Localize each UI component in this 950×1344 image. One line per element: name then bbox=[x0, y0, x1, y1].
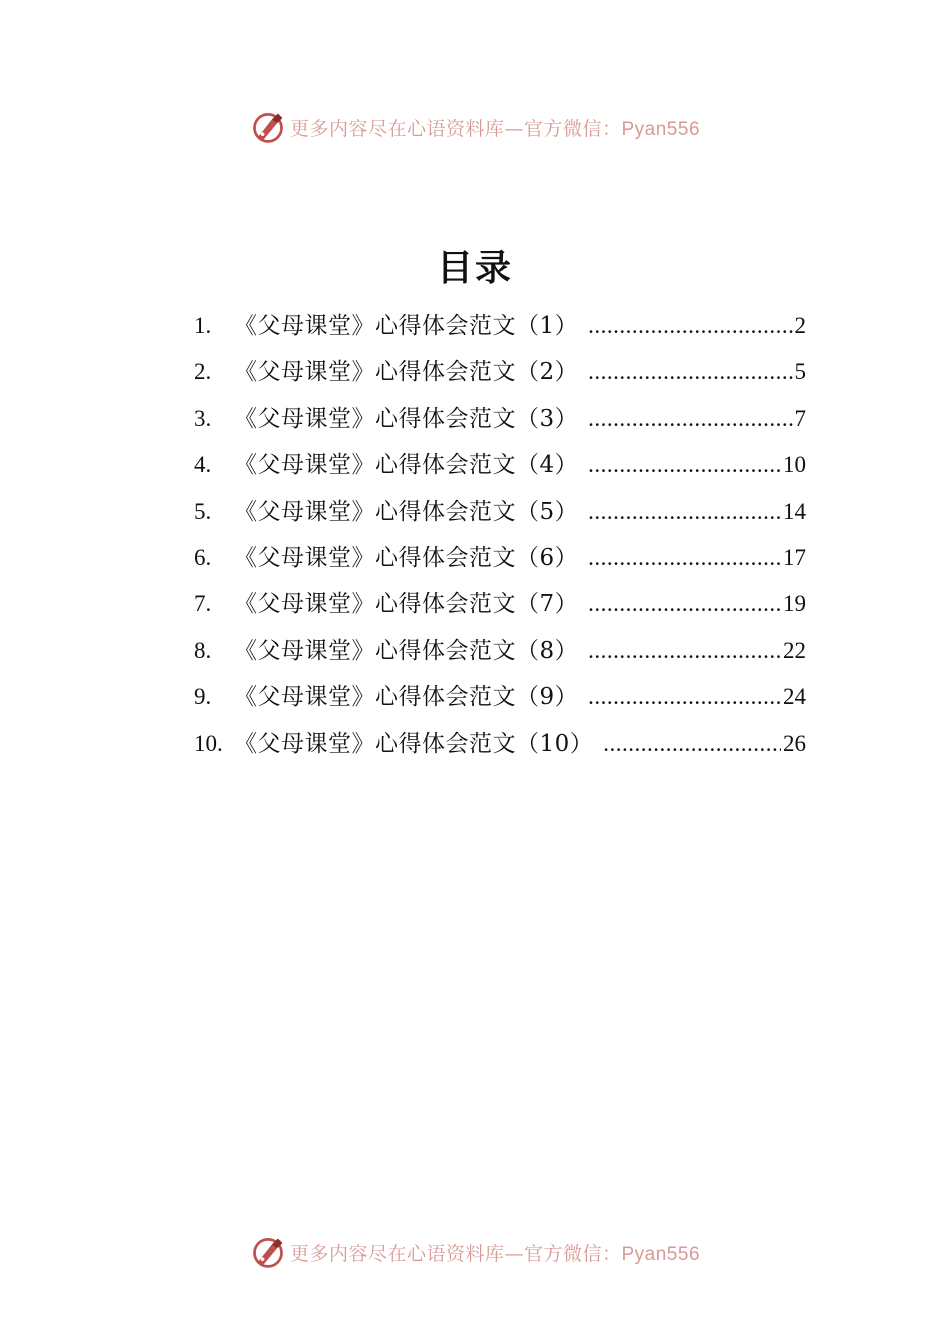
toc-entry-page: 26 bbox=[783, 730, 806, 756]
toc-entry[interactable] bbox=[194, 632, 806, 678]
header-banner bbox=[0, 107, 950, 147]
toc-entry-label: 《父母课堂》心得体会范文（9） bbox=[234, 684, 579, 711]
toc-entry-number: 4. bbox=[194, 452, 212, 478]
toc-entry[interactable] bbox=[194, 446, 806, 492]
toc-entry[interactable] bbox=[194, 678, 806, 724]
toc-entry[interactable] bbox=[194, 725, 806, 771]
toc-entry[interactable] bbox=[194, 539, 806, 585]
toc-entry-number: 3. bbox=[194, 405, 212, 431]
footer-banner-text bbox=[290, 1239, 700, 1266]
toc-entry-page: 7 bbox=[794, 405, 806, 431]
toc-entry-number: 8. bbox=[194, 637, 212, 663]
toc-entry-label: 《父母课堂》心得体会范文（4） bbox=[234, 452, 579, 479]
toc-entry[interactable] bbox=[194, 493, 806, 539]
pen-logo-icon bbox=[250, 1234, 286, 1270]
toc-leader-dots bbox=[588, 307, 792, 345]
toc-entry-label: 《父母课堂》心得体会范文（6） bbox=[234, 544, 579, 571]
toc-entry[interactable] bbox=[194, 353, 806, 399]
toc-entry-page: 19 bbox=[783, 591, 806, 617]
toc-entry-label: 《父母课堂》心得体会范文（7） bbox=[234, 591, 579, 618]
toc-entry-label: 《父母课堂》心得体会范文（5） bbox=[234, 498, 579, 525]
toc-leader-dots bbox=[603, 725, 781, 763]
toc-entry-page: 2 bbox=[794, 313, 806, 338]
toc-list bbox=[194, 307, 806, 771]
toc-entry-number: 2. bbox=[194, 359, 212, 385]
toc-leader-dots bbox=[588, 446, 781, 484]
pen-logo-icon bbox=[250, 109, 286, 145]
header-banner-label: 更多内容尽在心语资料库—官方微信： bbox=[289, 117, 622, 140]
toc-entry-number: 5. bbox=[194, 498, 212, 524]
toc-entry-number: 6. bbox=[194, 544, 212, 570]
toc-leader-dots bbox=[588, 493, 781, 531]
toc-entry-label: 《父母课堂》心得体会范文（10） bbox=[234, 730, 594, 757]
toc-entry-number: 1. bbox=[194, 313, 212, 338]
toc-entry-page: 24 bbox=[783, 684, 806, 710]
toc-entry-label: 《父母课堂》心得体会范文（1） bbox=[234, 313, 579, 339]
toc-leader-dots bbox=[588, 400, 792, 438]
toc-entry[interactable] bbox=[194, 585, 806, 631]
toc-leader-dots bbox=[588, 632, 781, 670]
toc-entry-page: 14 bbox=[783, 498, 806, 524]
toc-leader-dots bbox=[588, 353, 792, 391]
toc-entry-page: 17 bbox=[783, 544, 806, 570]
toc-entry-number: 7. bbox=[194, 591, 212, 617]
toc-leader-dots bbox=[588, 585, 781, 623]
toc-entry[interactable] bbox=[194, 307, 806, 353]
footer-banner bbox=[0, 1232, 950, 1272]
header-wechat-id: Pyan556 bbox=[621, 118, 701, 140]
toc-entry-page: 10 bbox=[783, 452, 806, 478]
footer-wechat-id: Pyan556 bbox=[621, 1243, 701, 1265]
toc-title: 目录 bbox=[436, 247, 513, 289]
toc-leader-dots bbox=[588, 539, 781, 577]
header-banner-text bbox=[290, 114, 700, 141]
footer-banner-label: 更多内容尽在心语资料库—官方微信： bbox=[289, 1242, 622, 1265]
toc-entry-number: 10. bbox=[194, 730, 223, 756]
toc-entry[interactable] bbox=[194, 400, 806, 446]
toc-entry-label: 《父母课堂》心得体会范文（8） bbox=[234, 637, 579, 664]
toc-leader-dots bbox=[588, 678, 781, 716]
toc-entry-page: 22 bbox=[783, 637, 806, 663]
toc-entry-label: 《父母课堂》心得体会范文（2） bbox=[234, 359, 579, 386]
toc-entry-label: 《父母课堂》心得体会范文（3） bbox=[234, 405, 579, 432]
toc-entry-page: 5 bbox=[794, 359, 806, 385]
toc-entry-number: 9. bbox=[194, 684, 212, 710]
